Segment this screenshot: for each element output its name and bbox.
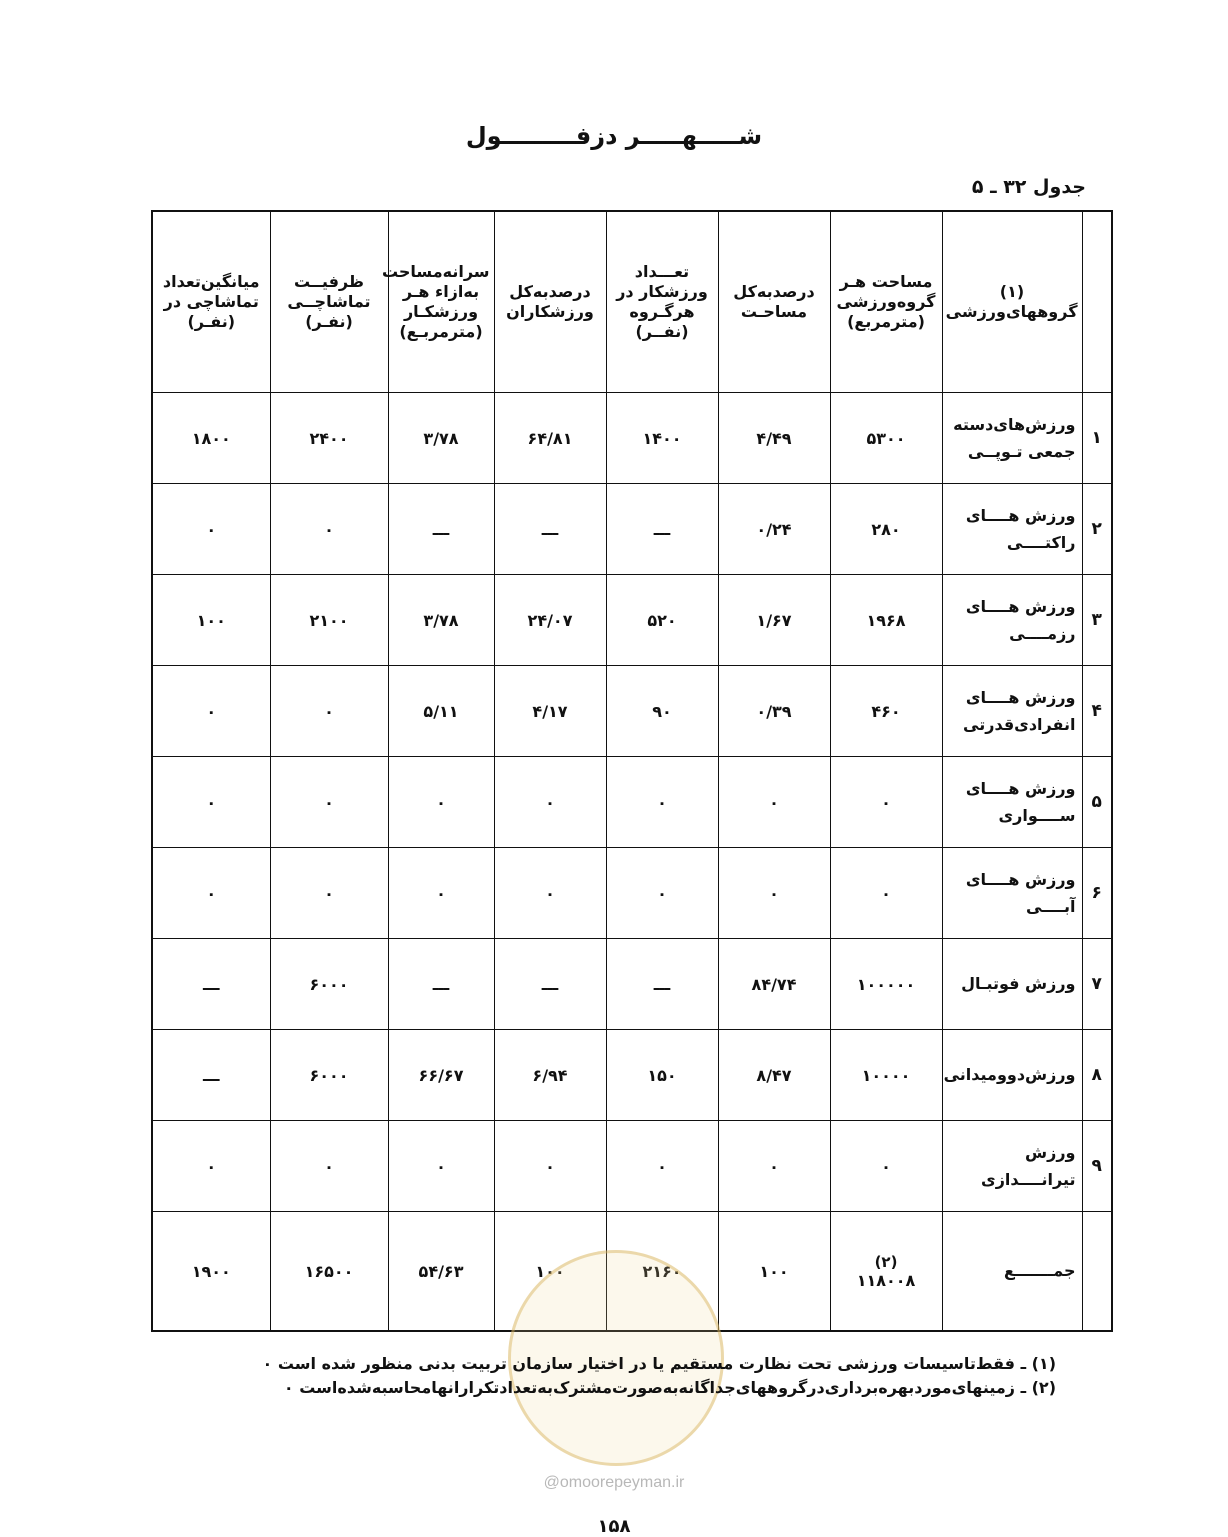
area-pct-cell: ۰/۳۹ [718,666,830,757]
row-number-cell: ۹ [1082,1121,1112,1212]
group-name-line: ورزش‌دوومیدانی [943,1065,1076,1085]
athletes-cell: ۰ [606,1121,718,1212]
per-capita-cell: ۰ [388,1121,494,1212]
group-name-line: راکتــــی [1006,533,1076,552]
page-number: ۱۵۸ [597,1516,631,1537]
area-pct-cell: ۱/۶۷ [718,575,830,666]
athletes-cell: ۹۰ [606,666,718,757]
table-label: جدول ۳۲ ـ ۵ [971,176,1086,198]
row-number-cell: ۳ [1082,575,1112,666]
area-cell: ۰ [830,1121,942,1212]
group-name-line: ســــواری [998,806,1076,825]
group-name-cell [942,1121,1082,1212]
capacity-cell: ۰ [270,484,388,575]
area-pct-cell: ۰ [718,1121,830,1212]
avg-spectators-cell: ۰ [152,666,270,757]
area-cell: ۱۹۶۸ [830,575,942,666]
area-pct-cell: ۰ [718,848,830,939]
footnotes [156,1352,1056,1400]
header-area-pct: درصدبه‌کل مساحـت [718,211,830,393]
row-number-cell: ۶ [1082,848,1112,939]
group-name-line: ورزش هــــای [965,596,1076,616]
per-capita-cell: ۳/۷۸ [388,575,494,666]
group-name-line: ورزش هــــای [965,505,1076,525]
athletes-cell: ـــ [606,484,718,575]
header-athletes: تعـــداد ورزشکار در هرگـروه (نفــر) [606,211,718,393]
area-cell: ۱۰۰۰۰۰ [830,939,942,1030]
area-cell: ۰ [830,757,942,848]
sports-table [151,210,1113,1332]
avg-spectators-cell: ۰ [152,484,270,575]
area-cell: ۰ [830,848,942,939]
athletes-pct-cell: ۶۴/۸۱ [494,393,606,484]
row-number-cell: ۱ [1082,393,1112,484]
row-number-cell: ۷ [1082,939,1112,1030]
avg-spectators-cell: ـــ [152,1030,270,1121]
avg-spectators-cell: ۱۰۰ [152,575,270,666]
athletes-pct-cell: ۰ [494,848,606,939]
group-name-line: تیرانــــدازی [981,1170,1076,1189]
capacity-cell: ۶۰۰۰ [270,1030,388,1121]
group-name-cell [942,484,1082,575]
row-number-cell: ۸ [1082,1030,1112,1121]
group-name-cell [942,757,1082,848]
table-row [152,939,1112,1030]
group-name-line: ورزش فوتبـال [961,974,1076,994]
area-pct-cell: ۸/۴۷ [718,1030,830,1121]
header-group: (۱) گروههای‌ورزشی [942,211,1082,393]
header-row [152,211,1112,393]
group-name-line: آبــــی [1025,897,1076,916]
group-name-cell [942,666,1082,757]
group-name-line: ورزش هــــای [965,687,1076,707]
area-pct-cell: ۰/۲۴ [718,484,830,575]
table-row [152,393,1112,484]
group-name-line: ورزش [1025,1142,1076,1162]
table-row [152,575,1112,666]
area-cell: ۵۳۰۰ [830,393,942,484]
per-capita-cell: ۰ [388,848,494,939]
per-capita-cell: ـــ [388,484,494,575]
table-row [152,1121,1112,1212]
table-row [152,484,1112,575]
avg-spectators-cell: ـــ [152,939,270,1030]
capacity-cell: ۲۴۰۰ [270,393,388,484]
row-number-cell: ۵ [1082,757,1112,848]
athletes-cell: ۱۴۰۰ [606,393,718,484]
row-number-cell [1082,1212,1112,1332]
header-per-capita: سرانه‌مساحت به‌ازاء هـر ورزشکـار (مترمربـع) [388,211,494,393]
area-cell: ۲۸۰ [830,484,942,575]
total-label-cell: جمـــــــع [942,1212,1082,1332]
group-name-line: ورزش هــــای [965,869,1076,889]
group-name-cell [942,1030,1082,1121]
group-name-line: جمعی تـوپــی [967,442,1076,461]
area-pct-cell: ۸۴/۷۴ [718,939,830,1030]
athletes-cell: ـــ [606,939,718,1030]
per-capita-cell: ـــ [388,939,494,1030]
table-body [152,393,1112,1332]
capacity-cell: ۲۱۰۰ [270,575,388,666]
avg-spectators-cell: ۰ [152,848,270,939]
table-row [152,1030,1112,1121]
group-name-cell [942,848,1082,939]
athletes-cell: ۰ [606,848,718,939]
total-area-cell [830,1212,942,1332]
total-per-capita-cell: ۵۴/۶۳ [388,1212,494,1332]
capacity-cell: ۰ [270,1121,388,1212]
total-avg-spectators-cell: ۱۹۰۰ [152,1212,270,1332]
capacity-cell: ۰ [270,757,388,848]
avg-spectators-cell: ۰ [152,757,270,848]
capacity-cell: ۰ [270,848,388,939]
group-name-line: انفرادی‌قدرتی [963,715,1076,734]
per-capita-cell: ۵/۱۱ [388,666,494,757]
footnote-1: (۱) ـ فقط‌تاسیسات ورزشی تحت نظارت مستقیم یا در اختیار سازمان تربیت بدنی منظور شده است ۰ [262,1354,1056,1373]
row-number-cell: ۴ [1082,666,1112,757]
athletes-pct-cell: ـــ [494,939,606,1030]
per-capita-cell: ۶۶/۶۷ [388,1030,494,1121]
footnote-2: (۲) ـ زمینهای‌موردبهره‌برداری‌درگروههای‌جداگانه‌به‌صورت‌مشترک‌به‌تعدادتکرارانهامحاسبه‌شده‌است ۰ [283,1378,1056,1397]
table-row [152,848,1112,939]
total-row [152,1212,1112,1332]
header-row-no [1082,211,1112,393]
row-number-cell: ۲ [1082,484,1112,575]
athletes-pct-cell: ۰ [494,1121,606,1212]
capacity-cell: ۰ [270,666,388,757]
table-row [152,666,1112,757]
page-title: شـــــهـــــر دزفـــــــــول [465,122,763,150]
athletes-cell: ۰ [606,757,718,848]
total-athletes-cell: ۲۱۶۰ [606,1212,718,1332]
area-pct-cell: ۴/۴۹ [718,393,830,484]
athletes-pct-cell: ۰ [494,757,606,848]
group-name-cell [942,393,1082,484]
area-pct-cell: ۰ [718,757,830,848]
group-name-cell [942,939,1082,1030]
footnote-marker: (۲) [874,1252,898,1271]
group-name-line: ورزش هــــای [965,778,1076,798]
group-name-cell [942,575,1082,666]
header-capacity: ظرفیــت تماشاچــی (نفـر) [270,211,388,393]
per-capita-cell: ۳/۷۸ [388,393,494,484]
total-capacity-cell: ۱۶۵۰۰ [270,1212,388,1332]
athletes-pct-cell: ـــ [494,484,606,575]
avg-spectators-cell: ۱۸۰۰ [152,393,270,484]
capacity-cell: ۶۰۰۰ [270,939,388,1030]
athletes-pct-cell: ۶/۹۴ [494,1030,606,1121]
total-area-pct-cell: ۱۰۰ [718,1212,830,1332]
table-row [152,757,1112,848]
header-avg-spectators: میانگین‌تعداد تماشاچی در (نفـر) [152,211,270,393]
watermark-text: @omoorepeyman.ir [543,1474,685,1491]
avg-spectators-cell: ۰ [152,1121,270,1212]
total-athletes-pct-cell: ۱۰۰ [494,1212,606,1332]
header-area: مساحت هـر گروه‌ورزشی (مترمربع) [830,211,942,393]
header-athletes-pct: درصدبه‌کل ورزشکاران [494,211,606,393]
athletes-cell: ۱۵۰ [606,1030,718,1121]
total-area-value: ۱۱۸۰۰۸ [856,1270,916,1290]
per-capita-cell: ۰ [388,757,494,848]
group-name-line: ورزش‌های‌دسته [953,414,1076,434]
group-name-line: رزمــــی [1009,624,1076,643]
athletes-pct-cell: ۲۴/۰۷ [494,575,606,666]
area-cell: ۴۶۰ [830,666,942,757]
area-cell: ۱۰۰۰۰ [830,1030,942,1121]
athletes-cell: ۵۲۰ [606,575,718,666]
athletes-pct-cell: ۴/۱۷ [494,666,606,757]
